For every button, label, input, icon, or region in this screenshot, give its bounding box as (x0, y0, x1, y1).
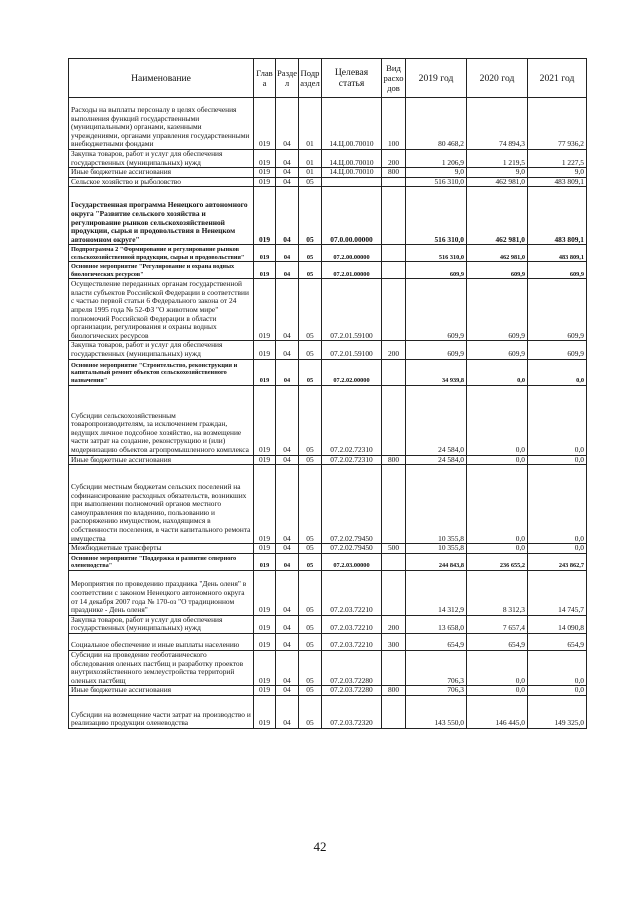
table-row (69, 650, 587, 685)
cell-2021: 483 809,1 (528, 187, 587, 245)
table-header-row (69, 59, 587, 98)
cell-razdel: 04 (276, 695, 299, 728)
cell-podrazdel: 05 (299, 695, 322, 728)
cell-target: 07.2.03.72210 (322, 633, 382, 650)
cell-2021: 0,0 (528, 686, 587, 696)
cell-razdel: 04 (276, 245, 299, 262)
header-2021: 2021 год (528, 59, 587, 98)
cell-name: Закупка товаров, работ и услуг для обеспечения государственных (муниципальных) нужд (69, 615, 254, 633)
cell-target: 07.2.02.72310 (322, 385, 382, 455)
cell-target: 14.Ц.00.70010 (322, 98, 382, 150)
cell-target: 07.2.00.00000 (322, 245, 382, 262)
cell-2019: 10 355,8 (406, 465, 467, 544)
table-row (69, 553, 587, 570)
cell-2019: 10 355,8 (406, 544, 467, 554)
cell-2019: 609,9 (406, 279, 467, 341)
table-row (69, 279, 587, 341)
cell-razdel: 04 (276, 187, 299, 245)
cell-podrazdel: 05 (299, 262, 322, 279)
cell-podrazdel: 05 (299, 570, 322, 615)
cell-vid: 200 (382, 341, 406, 359)
cell-vid (382, 187, 406, 245)
cell-razdel: 04 (276, 279, 299, 341)
cell-razdel: 04 (276, 633, 299, 650)
cell-glava: 019 (254, 187, 276, 245)
cell-target: 07.2.03.72210 (322, 570, 382, 615)
cell-podrazdel: 05 (299, 455, 322, 465)
cell-2019: 609,9 (406, 262, 467, 279)
cell-glava: 019 (254, 695, 276, 728)
cell-2020: 462 981,0 (467, 245, 528, 262)
cell-2019: 706,3 (406, 686, 467, 696)
cell-glava: 019 (254, 150, 276, 168)
cell-2020: 74 894,3 (467, 98, 528, 150)
table-row (69, 465, 587, 544)
cell-2021: 0,0 (528, 465, 587, 544)
cell-2020: 462 981,0 (467, 177, 528, 187)
cell-name: Иные бюджетные ассигнования (69, 686, 254, 696)
cell-razdel: 04 (276, 465, 299, 544)
table-row (69, 359, 587, 385)
cell-name: Закупка товаров, работ и услуг для обеспечения государственных (муниципальных) нужд (69, 341, 254, 359)
table-row (69, 695, 587, 728)
cell-name: Закупка товаров, работ и услуг для обеспечения государственных (муниципальных) нужд (69, 150, 254, 168)
cell-2019: 516 310,0 (406, 187, 467, 245)
cell-2020: 0,0 (467, 544, 528, 554)
cell-podrazdel: 01 (299, 150, 322, 168)
cell-glava: 019 (254, 633, 276, 650)
cell-2019: 1 206,9 (406, 150, 467, 168)
cell-podrazdel: 05 (299, 359, 322, 385)
cell-glava: 019 (254, 455, 276, 465)
header-razdel: Разде л (276, 59, 299, 98)
table-row (69, 187, 587, 245)
cell-2019: 9,0 (406, 168, 467, 178)
cell-vid (382, 359, 406, 385)
cell-name: Сельское хозяйство и рыболовство (69, 177, 254, 187)
table-row (69, 544, 587, 554)
cell-2020: 609,9 (467, 262, 528, 279)
cell-2021: 654,9 (528, 633, 587, 650)
cell-name: Мероприятия по проведению праздника "День оленя" в соответствии с законом Ненецкого автономного округа от 14 декабря 2007 года № 170-оз "О традиционном празднике - День оленя" (69, 570, 254, 615)
cell-2019: 609,9 (406, 341, 467, 359)
cell-target: 07.2.02.79450 (322, 544, 382, 554)
cell-2021: 77 936,2 (528, 98, 587, 150)
cell-glava: 019 (254, 168, 276, 178)
cell-2020: 8 312,3 (467, 570, 528, 615)
cell-target: 07.2.02.00000 (322, 359, 382, 385)
cell-razdel: 04 (276, 686, 299, 696)
cell-2020: 609,9 (467, 279, 528, 341)
cell-2019: 24 584,0 (406, 385, 467, 455)
table-row (69, 150, 587, 168)
cell-glava: 019 (254, 262, 276, 279)
cell-podrazdel: 05 (299, 245, 322, 262)
cell-2019: 13 658,0 (406, 615, 467, 633)
cell-podrazdel: 05 (299, 187, 322, 245)
cell-podrazdel: 05 (299, 686, 322, 696)
cell-2020: 0,0 (467, 686, 528, 696)
cell-glava: 019 (254, 341, 276, 359)
cell-vid (382, 245, 406, 262)
cell-2020: 1 219,5 (467, 150, 528, 168)
cell-vid (382, 279, 406, 341)
cell-glava: 019 (254, 553, 276, 570)
page-number: 42 (313, 839, 327, 854)
table-row (69, 570, 587, 615)
budget-table-container (68, 58, 586, 729)
cell-razdel: 04 (276, 385, 299, 455)
cell-name: Межбюджетные трансферты (69, 544, 254, 554)
cell-name: Государственная программа Ненецкого автономного округа "Развитие сельского хозяйства и регулирование рынков сельскохозяйственной продукции, сырья и продовольствия в Ненецком автономном округе" (69, 187, 254, 245)
cell-glava: 019 (254, 177, 276, 187)
cell-target: 07.2.01.59100 (322, 341, 382, 359)
cell-target: 07.2.03.72280 (322, 686, 382, 696)
cell-name: Основное мероприятие "Строительство, реконструкция и капитальный ремонт объектов сельскохозяйственного назначения" (69, 359, 254, 385)
cell-razdel: 04 (276, 615, 299, 633)
header-name: Наименование (69, 59, 254, 98)
cell-podrazdel: 05 (299, 177, 322, 187)
cell-podrazdel: 05 (299, 465, 322, 544)
cell-2020: 609,9 (467, 341, 528, 359)
cell-podrazdel: 01 (299, 98, 322, 150)
cell-2019: 14 312,9 (406, 570, 467, 615)
header-podrazdel: Подр аздел (299, 59, 322, 98)
cell-razdel: 04 (276, 553, 299, 570)
cell-vid: 500 (382, 544, 406, 554)
cell-2021: 483 809,1 (528, 245, 587, 262)
cell-2021: 0,0 (528, 385, 587, 455)
cell-2020: 0,0 (467, 455, 528, 465)
cell-podrazdel: 05 (299, 341, 322, 359)
cell-razdel: 04 (276, 168, 299, 178)
cell-name: Субсидии на проведение геоботанического обследования оленьих пастбищ и разработку проектов внутрихозяйственного землеустройства территорий оленьих пастбищ (69, 650, 254, 685)
cell-vid (382, 177, 406, 187)
table-row (69, 168, 587, 178)
cell-name: Подпрограмма 2 "Формирование и регулирование рынков сельскохозяйственной продукции, сырья и продовольствия" (69, 245, 254, 262)
header-2019: 2019 год (406, 59, 467, 98)
cell-vid (382, 385, 406, 455)
cell-name: Расходы на выплаты персоналу в целях обеспечения выполнения функций государственными (муниципальными) органами, казенными учреждениями, органами управления государственными внебюджетными фондами (69, 98, 254, 150)
cell-target: 07.2.02.72310 (322, 455, 382, 465)
cell-vid: 300 (382, 633, 406, 650)
cell-razdel: 04 (276, 455, 299, 465)
cell-vid (382, 262, 406, 279)
cell-podrazdel: 01 (299, 168, 322, 178)
cell-2020: 0,0 (467, 385, 528, 455)
cell-name: Субсидии на возмещение части затрат на производство и реализацию продукции оленеводства (69, 695, 254, 728)
cell-2019: 24 584,0 (406, 455, 467, 465)
cell-2019: 143 550,0 (406, 695, 467, 728)
table-row (69, 245, 587, 262)
cell-name: Субсидии сельскохозяйственным товаропроизводителям, за исключением граждан, ведущих личное подсобное хозяйство, на возмещение части затрат на создание, реконструкцию и (или) модернизацию объектов агропромышленного комплекса (69, 385, 254, 455)
cell-2020: 7 657,4 (467, 615, 528, 633)
cell-target: 07.2.03.72280 (322, 650, 382, 685)
cell-name: Иные бюджетные ассигнования (69, 168, 254, 178)
cell-razdel: 04 (276, 177, 299, 187)
cell-2019: 80 468,2 (406, 98, 467, 150)
cell-2020: 462 981,0 (467, 187, 528, 245)
cell-name: Основное мероприятие "Регулирование и охрана водных биологических ресурсов" (69, 262, 254, 279)
cell-2019: 244 843,8 (406, 553, 467, 570)
cell-glava: 019 (254, 279, 276, 341)
cell-2021: 483 809,1 (528, 177, 587, 187)
cell-2021: 609,9 (528, 279, 587, 341)
cell-2020: 0,0 (467, 650, 528, 685)
cell-podrazdel: 05 (299, 544, 322, 554)
cell-glava: 019 (254, 465, 276, 544)
cell-2021: 9,0 (528, 168, 587, 178)
cell-vid (382, 695, 406, 728)
cell-2021: 0,0 (528, 544, 587, 554)
cell-2021: 1 227,5 (528, 150, 587, 168)
cell-razdel: 04 (276, 341, 299, 359)
cell-glava: 019 (254, 385, 276, 455)
cell-razdel: 04 (276, 544, 299, 554)
cell-target: 07.2.02.79450 (322, 465, 382, 544)
cell-name: Субсидии местным бюджетам сельских поселений на софинансирование расходных обязательств, возникших при выполнении полномочий органов местного самоуправления по владению, пользованию и распоряжению имуществом, находящимся в собственности поселения, в части капитального ремонта имущества (69, 465, 254, 544)
cell-vid (382, 650, 406, 685)
cell-2021: 243 862,7 (528, 553, 587, 570)
cell-target: 07.0.00.00000 (322, 187, 382, 245)
cell-vid (382, 465, 406, 544)
cell-target: 07.2.01.00000 (322, 262, 382, 279)
cell-target: 14.Ц.00.70010 (322, 168, 382, 178)
cell-glava: 019 (254, 544, 276, 554)
table-row (69, 633, 587, 650)
table-row (69, 341, 587, 359)
cell-target: 14.Ц.00.70010 (322, 150, 382, 168)
cell-razdel: 04 (276, 359, 299, 385)
cell-2021: 14 745,7 (528, 570, 587, 615)
cell-podrazdel: 05 (299, 553, 322, 570)
cell-vid: 800 (382, 686, 406, 696)
cell-podrazdel: 05 (299, 279, 322, 341)
cell-glava: 019 (254, 686, 276, 696)
cell-podrazdel: 05 (299, 650, 322, 685)
cell-2021: 14 090,8 (528, 615, 587, 633)
cell-2020: 0,0 (467, 359, 528, 385)
cell-target: 07.2.03.00000 (322, 553, 382, 570)
cell-2020: 236 655,2 (467, 553, 528, 570)
cell-glava: 019 (254, 615, 276, 633)
table-row (69, 177, 587, 187)
cell-2021: 0,0 (528, 455, 587, 465)
cell-2020: 9,0 (467, 168, 528, 178)
cell-glava: 019 (254, 650, 276, 685)
cell-name: Социальное обеспечение и иные выплаты населению (69, 633, 254, 650)
cell-vid (382, 570, 406, 615)
cell-2019: 654,9 (406, 633, 467, 650)
header-glava: Глав а (254, 59, 276, 98)
cell-glava: 019 (254, 570, 276, 615)
cell-2019: 706,3 (406, 650, 467, 685)
table-row (69, 385, 587, 455)
table-row (69, 686, 587, 696)
cell-name: Основное мероприятие "Поддержка и развитие северного оленеводства" (69, 553, 254, 570)
cell-razdel: 04 (276, 262, 299, 279)
header-vid: Вид расхо дов (382, 59, 406, 98)
cell-name: Иные бюджетные ассигнования (69, 455, 254, 465)
cell-glava: 019 (254, 245, 276, 262)
cell-razdel: 04 (276, 650, 299, 685)
cell-name: Осуществление переданных органам государственной власти субъектов Российской Федерации в соответствии с частью первой статьи 6 Федерального закона от 24 апреля 1995 года № 52-ФЗ "О животном мире" полномочий Российской Федерации в области организации, регулирования и охраны водных биологических ресурсов (69, 279, 254, 341)
table-row (69, 455, 587, 465)
cell-2021: 609,9 (528, 262, 587, 279)
cell-2021: 0,0 (528, 650, 587, 685)
cell-2021: 0,0 (528, 359, 587, 385)
cell-target: 07.2.03.72320 (322, 695, 382, 728)
cell-2019: 516 310,0 (406, 177, 467, 187)
cell-vid: 200 (382, 150, 406, 168)
cell-2021: 149 325,0 (528, 695, 587, 728)
cell-podrazdel: 05 (299, 633, 322, 650)
cell-razdel: 04 (276, 570, 299, 615)
cell-glava: 019 (254, 359, 276, 385)
header-target: Целевая статья (322, 59, 382, 98)
cell-target (322, 177, 382, 187)
table-row (69, 262, 587, 279)
cell-podrazdel: 05 (299, 615, 322, 633)
cell-target: 07.2.01.59100 (322, 279, 382, 341)
cell-target: 07.2.03.72210 (322, 615, 382, 633)
budget-table (68, 58, 587, 729)
table-row (69, 98, 587, 150)
cell-razdel: 04 (276, 150, 299, 168)
cell-glava: 019 (254, 98, 276, 150)
cell-vid: 800 (382, 455, 406, 465)
header-2020: 2020 год (467, 59, 528, 98)
table-row (69, 615, 587, 633)
cell-2019: 34 939,8 (406, 359, 467, 385)
cell-vid: 800 (382, 168, 406, 178)
cell-razdel: 04 (276, 98, 299, 150)
cell-podrazdel: 05 (299, 385, 322, 455)
cell-vid: 100 (382, 98, 406, 150)
cell-vid (382, 553, 406, 570)
cell-2019: 516 310,0 (406, 245, 467, 262)
cell-2020: 654,9 (467, 633, 528, 650)
cell-2020: 0,0 (467, 465, 528, 544)
cell-2021: 609,9 (528, 341, 587, 359)
cell-vid: 200 (382, 615, 406, 633)
cell-2020: 146 445,0 (467, 695, 528, 728)
